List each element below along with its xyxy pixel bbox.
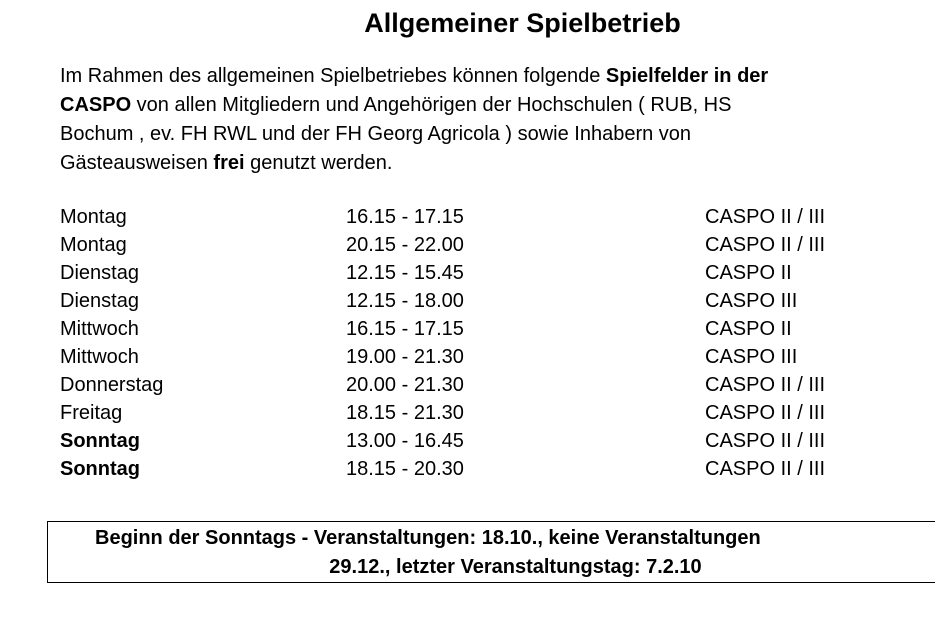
intro-text: Bochum , ev. FH RWL und der FH Georg Agricola ) sowie Inhabern von xyxy=(60,123,692,145)
schedule-day: Sonntag xyxy=(60,458,140,480)
schedule-time: 20.15 - 22.00 xyxy=(346,234,464,256)
schedule-day: Dienstag xyxy=(60,290,139,312)
schedule-row xyxy=(60,203,930,231)
intro-line-2 xyxy=(60,91,935,120)
schedule-row xyxy=(60,455,930,483)
notice-box xyxy=(47,521,935,583)
schedule-venue: CASPO II / III xyxy=(705,402,826,424)
schedule-row xyxy=(60,231,930,259)
intro-emphasis: CASPO xyxy=(60,94,132,116)
intro-text: Im Rahmen des allgemeinen Spielbetriebes können folgende xyxy=(60,65,606,87)
schedule-row xyxy=(60,287,930,315)
notice-line-1: Beginn der Sonntags - Veranstaltungen: 18.10., keine Veranstaltungen xyxy=(95,527,761,549)
schedule-day: Dienstag xyxy=(60,262,139,284)
schedule-day: Montag xyxy=(60,206,127,228)
schedule-day: Sonntag xyxy=(60,430,140,452)
schedule-row xyxy=(60,315,930,343)
schedule-venue: CASPO II / III xyxy=(705,430,826,452)
schedule-venue: CASPO II / III xyxy=(705,458,826,480)
schedule-row xyxy=(60,343,930,371)
schedule-row xyxy=(60,427,930,455)
intro-emphasis: frei xyxy=(213,152,245,174)
intro-emphasis: Spielfelder in der xyxy=(605,65,769,87)
schedule-venue: CASPO II xyxy=(705,262,792,284)
schedule-venue: CASPO II / III xyxy=(705,374,826,396)
schedule-table xyxy=(60,203,930,483)
schedule-time: 16.15 - 17.15 xyxy=(346,318,464,340)
notice-line-2: 29.12., letzter Veranstaltungstag: 7.2.10 xyxy=(329,556,702,578)
schedule-time: 13.00 - 16.45 xyxy=(346,430,464,452)
schedule-venue: CASPO II / III xyxy=(705,206,826,228)
intro-line-1 xyxy=(60,62,935,91)
intro-text: von allen Mitgliedern und Angehörigen der Hochschulen ( RUB, HS xyxy=(131,94,732,116)
schedule-venue: CASPO II xyxy=(705,318,792,340)
schedule-time: 16.15 - 17.15 xyxy=(346,206,464,228)
schedule-venue: CASPO II / III xyxy=(705,234,826,256)
schedule-day: Mittwoch xyxy=(60,346,139,368)
intro-paragraph xyxy=(60,62,935,178)
schedule-venue: CASPO III xyxy=(705,346,798,368)
schedule-row xyxy=(60,259,930,287)
schedule-time: 20.00 - 21.30 xyxy=(346,374,464,396)
schedule-venue: CASPO III xyxy=(705,290,798,312)
schedule-day: Freitag xyxy=(60,402,123,424)
schedule-day: Mittwoch xyxy=(60,318,139,340)
page-title: Allgemeiner Spielbetrieb xyxy=(364,8,681,38)
schedule-time: 12.15 - 18.00 xyxy=(346,290,464,312)
schedule-time: 12.15 - 15.45 xyxy=(346,262,464,284)
intro-text: Gästeausweisen xyxy=(60,152,214,174)
schedule-row xyxy=(60,399,930,427)
schedule-time: 18.15 - 20.30 xyxy=(346,458,464,480)
schedule-day: Montag xyxy=(60,234,127,256)
schedule-day: Donnerstag xyxy=(60,374,164,396)
intro-line-3 xyxy=(60,120,935,149)
intro-line-4 xyxy=(60,149,935,178)
schedule-time: 18.15 - 21.30 xyxy=(346,402,464,424)
schedule-row xyxy=(60,371,930,399)
schedule-time: 19.00 - 21.30 xyxy=(346,346,464,368)
intro-text: genutzt werden. xyxy=(244,152,393,174)
